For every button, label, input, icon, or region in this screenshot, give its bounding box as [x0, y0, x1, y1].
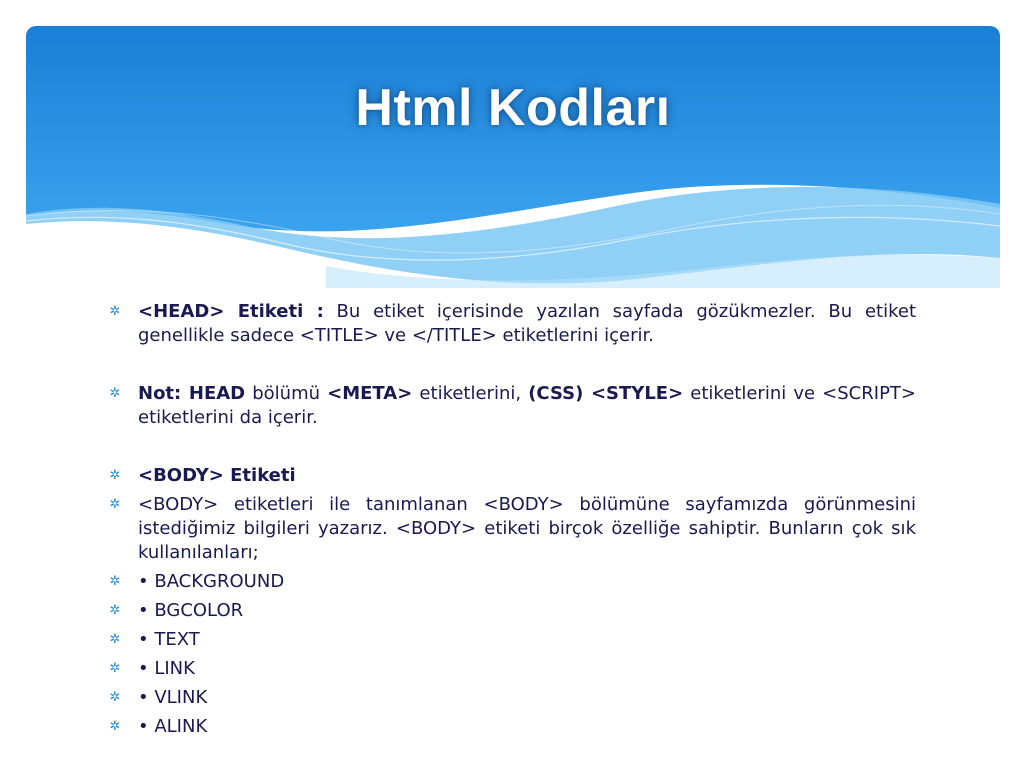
list-item-body-heading [108, 464, 916, 488]
note-text-3: etiketlerini ve <SCRIPT> etiketlerini da içerir. [138, 383, 916, 428]
slide-content [108, 300, 916, 744]
list-item-attribute [108, 570, 916, 594]
note-label: Not: HEAD [138, 383, 246, 404]
note-text-2: etiketlerini, [412, 383, 529, 404]
slide-title: Html Kodları [355, 79, 671, 137]
body-tag-heading: <BODY> Etiketi [138, 465, 296, 486]
bullet-icon: ✲ [109, 386, 121, 401]
attribute-label: • BGCOLOR [138, 600, 244, 621]
list-item-attribute [108, 715, 916, 739]
attribute-label: • VLINK [138, 687, 208, 708]
head-tag-heading: <HEAD> Etiketi : [138, 301, 324, 322]
list-item-attribute [108, 686, 916, 710]
bullet-icon: ✲ [109, 304, 121, 319]
head-tag-description: Bu etiket içerisinde yazılan sayfada gözükmezler. Bu etiket genellikle sadece <TITLE> ve </TITLE> etiketlerini içerir. [138, 301, 916, 346]
note-text-1: bölümü [245, 383, 328, 404]
header-wave-graphic [26, 26, 1000, 288]
bullet-icon: ✲ [109, 690, 121, 705]
list-item-head-note [108, 382, 916, 430]
bullet-icon: ✲ [109, 574, 121, 589]
attribute-label: • BACKGROUND [138, 571, 285, 592]
slide-header-banner [26, 26, 1000, 288]
bullet-icon: ✲ [109, 661, 121, 676]
bullet-icon: ✲ [109, 632, 121, 647]
list-item-body-description [108, 493, 916, 565]
bullet-icon: ✲ [109, 497, 121, 512]
bullet-icon: ✲ [109, 719, 121, 734]
attribute-label: • ALINK [138, 716, 208, 737]
attribute-label: • LINK [138, 658, 195, 679]
meta-tag: <META> [327, 383, 413, 404]
bullet-icon: ✲ [109, 468, 121, 483]
css-style-tag: (CSS) <STYLE> [528, 383, 684, 404]
body-tag-description: <BODY> etiketleri ile tanımlanan <BODY> bölümüne sayfamızda görünmesini istediğimiz bilgileri yazarız. <BODY> etiketi birçok özelliğe sahiptir. Bunların çok sık kullanılanları; [138, 494, 916, 563]
attribute-label: • TEXT [138, 629, 200, 650]
list-item-attribute [108, 628, 916, 652]
bullet-icon: ✲ [109, 603, 121, 618]
list-item-attribute [108, 657, 916, 681]
list-item-attribute [108, 599, 916, 623]
list-item-head-tag [108, 300, 916, 348]
